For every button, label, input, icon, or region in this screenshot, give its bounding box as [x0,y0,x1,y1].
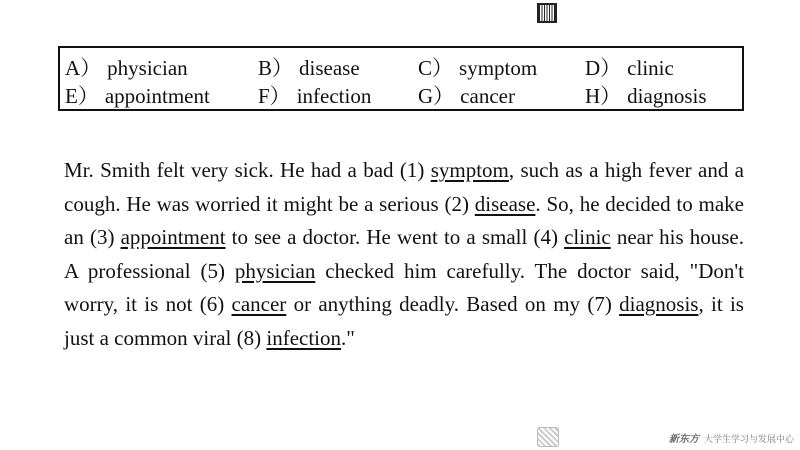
passage-fragment: ." [341,325,355,350]
option-word: disease [299,56,360,80]
passage-fragment: , it is just a common viral (8) [64,292,744,350]
option-word: cancer [460,84,515,108]
answer-blank-6: cancer [231,292,287,316]
passage-fragment: checked him carefully. The doctor said, "Don't worry, it is not (6) [64,258,744,316]
option-letter: G） [418,84,455,108]
passage-fragment: . So, he decided to make an (3) [64,191,744,249]
brand-name: 大学生学习与发展中心 [704,435,795,445]
passage-fragment: or anything deadly. Based on my (7) [286,292,620,316]
option-d [585,56,674,80]
option-letter: B） [258,56,294,80]
footer-qr-icon [537,427,559,447]
option-h [585,84,707,108]
answer-blank-2: disease [474,191,536,216]
answer-blank-5: physician [234,258,316,283]
option-letter: H） [585,84,622,108]
option-c [418,56,537,80]
qr-code-icon [537,3,557,23]
answer-blank-7: diagnosis [619,292,699,316]
option-g [418,84,515,108]
option-letter: E） [65,84,99,108]
option-word: infection [296,84,372,108]
brand-logo: 新东方 [669,434,699,445]
option-letter: D） [585,56,622,80]
passage-fragment: near his house. A professional (5) [64,225,744,283]
option-word: symptom [459,56,538,80]
passage-text [64,154,744,355]
option-a [65,56,188,80]
option-b [258,56,360,80]
option-word: diagnosis [627,84,707,108]
option-word: clinic [627,56,674,80]
option-e [65,84,210,108]
answer-blank-4: clinic [564,225,611,249]
option-letter: A） [65,56,102,80]
option-letter: F） [258,84,291,108]
answer-blank-1: symptom [430,158,509,182]
answer-blank-3: appointment [120,225,226,249]
option-f [258,84,371,108]
brand-watermark [669,430,794,445]
passage-fragment: , such as a high fever and a cough. He was worried it might be a serious (2) [64,158,744,216]
option-word: appointment [104,84,210,108]
option-letter: C） [418,56,454,80]
passage-fragment: to see a doctor. He went to a small (4) [225,225,565,249]
passage-fragment: Mr. Smith felt very sick. He had a bad (1) [64,158,431,182]
answer-blank-8: infection [266,325,342,350]
option-word: physician [107,56,188,80]
